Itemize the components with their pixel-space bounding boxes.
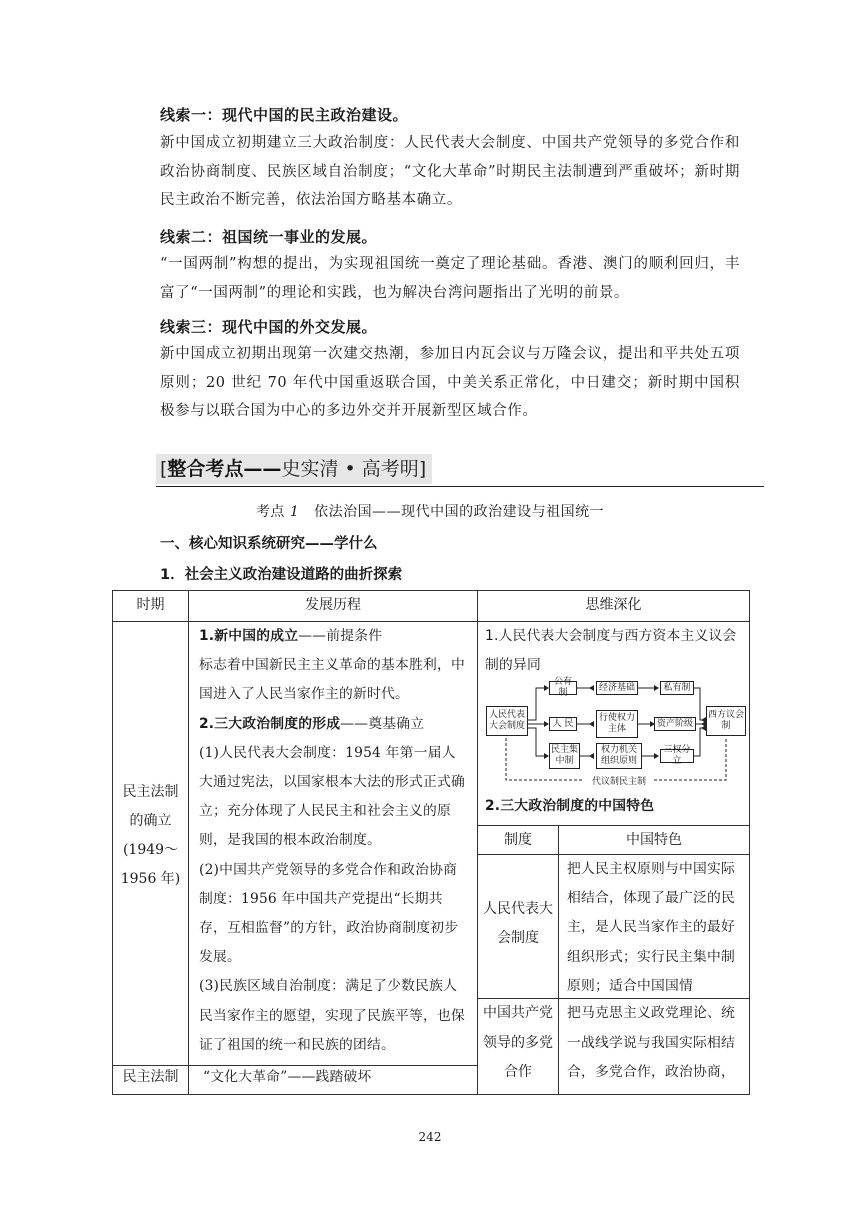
diagram-top-left-label: 公有制	[553, 677, 572, 698]
dev-sub3: (3)民族区域自治制度：满足了少数民族人民当家作主的愿望，实现了民族平等，也保证了祖国的统一和民族的团结。	[199, 978, 465, 1053]
clue-2-title: 线索二：祖国统一事业的发展。	[160, 228, 378, 246]
diagram-top-right	[660, 681, 694, 695]
thinking-title-2-text: 2.三大政治制度的中国特色	[485, 798, 655, 814]
diagram-bot-left-label: 民主集中制	[550, 745, 578, 766]
sub-row2-system	[477, 998, 559, 1095]
arrow-5	[654, 685, 659, 691]
header-period-label: 时期	[136, 597, 165, 613]
connector-left-bot	[528, 728, 544, 756]
topic-label: 考点	[255, 504, 285, 520]
thinking-title-1-text: 1.人民代表大会制度与西方资本主义议会制的异同	[485, 628, 737, 674]
header-development-label: 发展历程	[305, 597, 361, 613]
diagram-top-right-label: 私有制	[663, 682, 691, 693]
diagram-bot-left	[549, 743, 580, 769]
diagram-mid-right-label: 资产阶级	[656, 718, 693, 729]
diagram-top-mid	[596, 681, 638, 695]
development-cell-2	[188, 1065, 478, 1095]
diagram-bot-right-label: 三权分立	[663, 745, 691, 766]
dev-sub1: (1)人民代表大会制度：1954 年第一届人大通过宪法，以国家根本大法的形式正式确立；充分体现了人民民主和社会主义的原则，是我国的根本政治制度。	[199, 744, 465, 849]
dev-item1-suffix: ——前提条件	[298, 628, 383, 644]
diagram-top-left	[549, 677, 577, 698]
diagram-mid-right	[654, 717, 696, 731]
topic-title: 依法治国——现代中国的政治建设与祖国统一	[314, 504, 605, 520]
clue-2-paragraph	[160, 250, 740, 307]
page-number: 242	[418, 1130, 442, 1144]
thinking-title-1	[485, 622, 747, 680]
period2-label: 民主法制	[122, 1069, 179, 1085]
clue-2-body: “一国两制”构想的提出，为实现祖国统一奠定了理论基础。香港、澳门的顺利回归，丰富了“一国两制”的理论和实践，也为解决台湾问题指出了光明的前景。	[160, 256, 740, 301]
development-cell	[188, 621, 478, 1066]
sub-row2-feature	[558, 998, 750, 1095]
diagram-left-box	[486, 706, 528, 736]
clue-3-paragraph	[160, 340, 740, 426]
dev-item2-heading	[199, 710, 469, 739]
connector-right-bot	[694, 728, 706, 756]
connector-right-top	[694, 688, 706, 720]
diagram-bot-right	[660, 745, 694, 766]
topic-number: 1	[289, 504, 300, 520]
diagram-mid-left-label: 人 民	[552, 718, 574, 729]
sub-row2-system-text: 中国共产党领导的多党合作	[483, 1005, 553, 1080]
period-cell-1	[112, 621, 189, 1066]
arrow-9	[654, 753, 659, 759]
comparison-diagram	[484, 677, 748, 792]
diagram-mid-mid-label: 行使权力主体	[598, 713, 635, 734]
dev-cultural-rev: “文化大革命”——践踏破坏	[203, 1069, 372, 1085]
diagram-right-box-label: 西方议会制	[707, 710, 744, 731]
diagram-bot-mid	[596, 743, 642, 769]
header-thinking-label: 思维深化	[585, 597, 642, 613]
dev-item1-text: 标志着中国新民主主义革命的基本胜利，中国进入了人民当家作主的新时代。	[199, 657, 465, 703]
banner-normal-text: 史实清 • 高考明	[281, 458, 419, 480]
sub-header-system	[477, 825, 559, 855]
arrow-8	[589, 753, 594, 759]
connector-left-top	[528, 688, 544, 720]
clue-2-text	[160, 250, 740, 307]
banner-box	[156, 454, 432, 484]
dev-item2-suffix: ——奠基确立	[340, 715, 425, 732]
diagram-bottom-label-text: 代议制民主制	[591, 777, 646, 787]
clue-3-title: 线索三：现代中国的外交发展。	[160, 318, 378, 336]
arrow-6	[589, 721, 594, 727]
dev-item2-title: 2.三大政治制度的形成	[199, 715, 341, 732]
period1-line4: 1956 年)	[120, 871, 181, 887]
period1-line3: (1949～	[122, 842, 179, 858]
diagram-right-box	[706, 706, 746, 736]
header-period	[112, 590, 189, 622]
topic-line	[0, 501, 860, 521]
section-banner	[156, 452, 764, 487]
dev-sub2: (2)中国共产党领导的多党合作和政治协商制度：1956 年中国共产党提出“长期共存，互相监督”的方针，政治协商制度初步发展。	[199, 861, 459, 966]
arrow-4	[589, 685, 594, 691]
clue-1-text	[160, 129, 740, 215]
diagram-mid-left	[549, 717, 577, 731]
sub-row2-feature-text: 把马克思主义政党理论、统一战线学说与我国实际相结合，多党合作，政治协商，	[567, 1005, 735, 1080]
sub-row1-feature-text: 把人民主权原则与中国实际相结合，体现了最广泛的民主，是人民当家作主的最好组织形式；实行民主集中制原则；适合中国国情	[567, 861, 735, 994]
period-cell-2	[112, 1065, 189, 1095]
sub-row1-feature	[558, 854, 750, 999]
sub-header-system-label: 制度	[504, 832, 532, 848]
diagram-bot-mid-label: 权力机关组织原则	[600, 745, 637, 766]
diagram-top-mid-label: 经济基础	[598, 682, 635, 693]
clue-1-body: 新中国成立初期建立三大政治制度：人民代表大会制度、中国共产党领导的多党合作和政治协商制度、民族区域自治制度；“文化大革命”时期民主法制遭到严重破坏；新时期民主政治不断完善，依法治国方略基本确立。	[160, 135, 740, 208]
sub-heading: 1．社会主义政治建设道路的曲折探索	[160, 567, 403, 583]
header-development	[188, 590, 478, 622]
banner-bracket-close: ]	[418, 458, 427, 480]
banner-bracket-open: [	[160, 458, 168, 480]
header-thinking	[477, 590, 750, 622]
section-heading: 一、核心知识系统研究——学什么	[160, 536, 378, 552]
clue-3-text	[160, 340, 740, 426]
dev-item1-heading	[199, 622, 469, 651]
sub-header-feature	[558, 825, 750, 855]
period1-line2: 的确立	[129, 813, 172, 829]
diagram-bottom-label	[584, 774, 654, 787]
banner-bold-text: 整合考点——	[167, 458, 282, 480]
clue-3-body: 新中国成立初期出现第一次建交热潮，参加日内瓦会议与万隆会议，提出和平共处五项原则；20 世纪 70 年代中国重返联合国，中美关系正常化，中日建交；新时期中国积极参与以联合国为中心的多边外交并开展新型区域合作。	[160, 346, 740, 419]
diagram-left-box-label: 人民代表大会制度	[488, 710, 525, 731]
clue-1-paragraph	[160, 129, 740, 215]
period1-line1: 民主法制	[122, 784, 179, 800]
thinking-title-2	[485, 792, 654, 821]
clue-1-title: 线索一：现代中国的民主政治建设。	[160, 106, 409, 124]
sub-row1-system-text: 人民代表大会制度	[483, 901, 553, 946]
dev-item1-title: 1.新中国的成立	[199, 628, 299, 644]
diagram-mid-mid	[596, 710, 638, 738]
sub-header-feature-label: 中国特色	[626, 832, 682, 848]
sub-row1-system	[477, 854, 559, 999]
